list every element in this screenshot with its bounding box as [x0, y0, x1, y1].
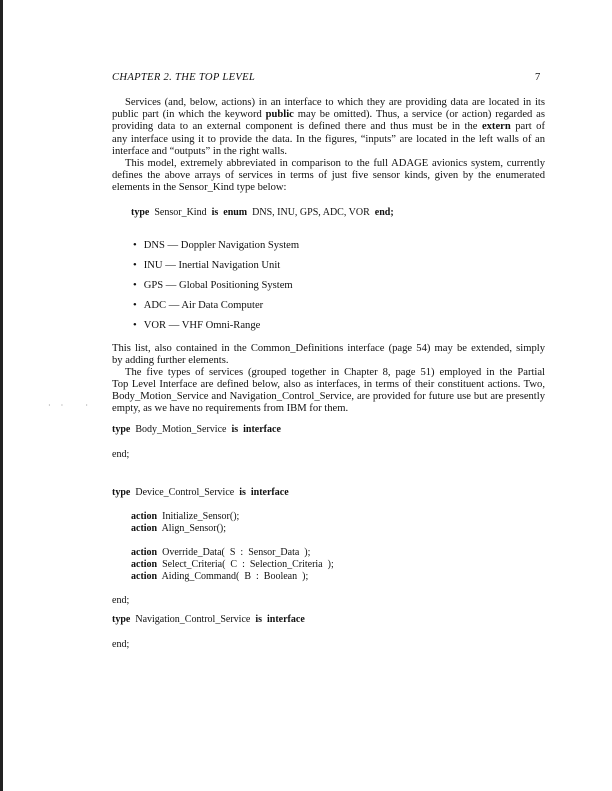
- action-line: action Align_Sensor();: [131, 523, 227, 534]
- running-header: CHAPTER 2. THE TOP LEVEL: [112, 72, 256, 83]
- action-line: action Override_Data( S : Sensor_Data );: [131, 547, 311, 558]
- scan-marks: ·· ·: [48, 401, 98, 410]
- scan-edge: [0, 0, 3, 791]
- list-item: • ADC — Air Data Computer: [133, 300, 263, 312]
- list-item: • GPS — Global Positioning System: [133, 280, 293, 292]
- action-line: action Initialize_Sensor();: [131, 511, 240, 522]
- list-item: • DNS — Doppler Navigation System: [133, 240, 299, 252]
- list-item: • VOR — VHF Omni-Range: [133, 320, 260, 332]
- list-item: • INU — Inertial Navigation Unit: [133, 260, 280, 272]
- sensor-kind-declaration: type Sensor_Kind is enum DNS, INU, GPS, ADC, VOR end;: [131, 207, 394, 218]
- page-number: 7: [535, 72, 541, 83]
- action-line: action Aiding_Command( B : Boolean );: [131, 571, 309, 582]
- action-line: action Select_Criteria( C : Selection_Criteria );: [131, 559, 334, 570]
